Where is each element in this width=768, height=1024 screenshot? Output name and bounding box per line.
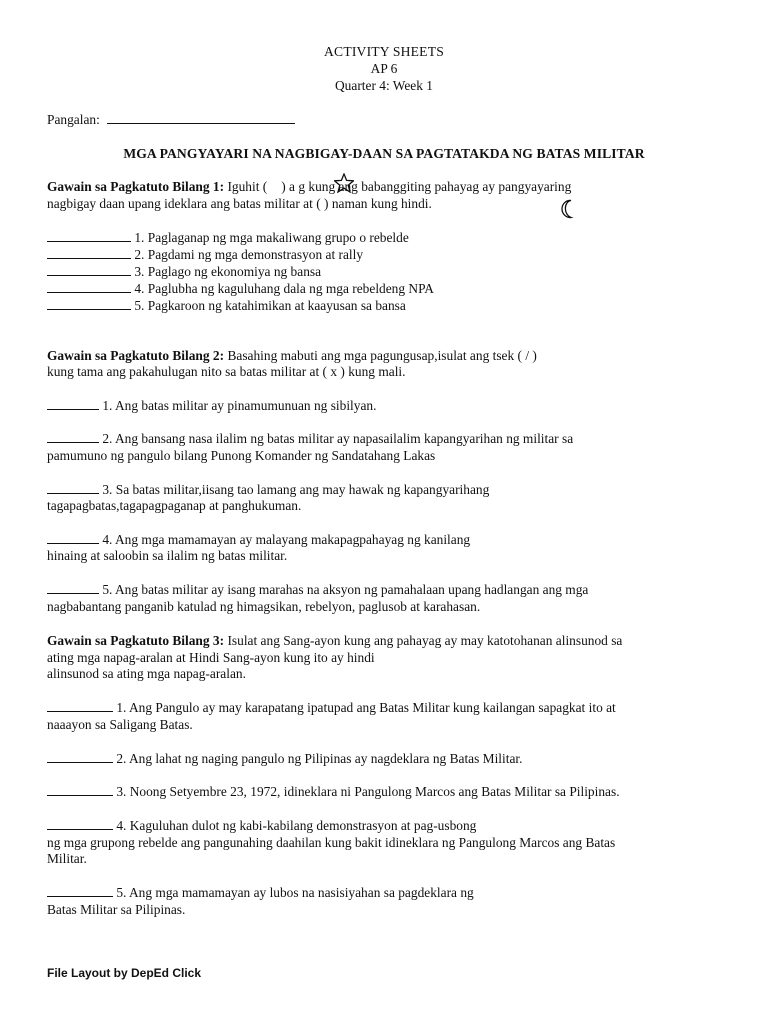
name-field [47,111,295,128]
answer-blank [47,884,113,897]
activity3-item-text: 5. Ang mga mamamayan ay lubos na nasisiyahan sa pagdeklara ng [116,885,474,900]
activity1-instruction-a: Iguhit ( [227,179,268,194]
activity1-instruction-line2: nagbigay daan upang ideklara ang batas militar at ( ) naman kung hindi. [47,196,432,211]
activity1-instruction-line1 [47,178,571,195]
answer-blank [47,699,113,712]
activity1-item [47,263,321,280]
activity3-item [47,750,522,767]
activity3-item-continuation: ng mga grupong rebelde ang pangunahing daahilan kung bakit idineklara ng Pangulong Marcos ang Batas [47,835,616,850]
activity1-item [47,297,406,314]
activity3-item [47,884,474,901]
name-blank [107,111,295,124]
activity1-item-text: 4. Paglubha ng kaguluhang dala ng mga rebeldeng NPA [134,281,434,296]
activity2-item-continuation: hinaing at saloobin sa ilalim ng batas militar. [47,548,288,563]
activity3-item-text: 4. Kaguluhan dulot ng kabi-kabilang demonstrasyon at pag-usbong [116,818,477,833]
activity2-instruction-line1 [47,347,537,364]
activity2-item [47,581,588,598]
activity3-item-continuation: Militar. [47,851,87,866]
sheet-subject: AP 6 [370,61,398,76]
activity3-item-text: 3. Noong Setyembre 23, 1972, idineklara ni Pangulong Marcos ang Batas Militar sa Pilipinas. [116,784,620,799]
activity2-item-text: 4. Ang mga mamamayan ay malayang makapagpahayag ng kanilang [102,532,471,547]
crescent-moon-icon [560,199,576,219]
answer-blank [47,280,131,293]
activity2-item [47,430,573,447]
activity2-item-continuation: pamumuno ng pangulo bilang Punong Komander ng Sandatahang Lakas [47,448,436,463]
activity1-instruction-b: ) a g kung ang babanggiting pahayag ay pangyayaring [281,179,572,194]
sheet-title: ACTIVITY SHEETS [324,44,444,59]
answer-blank [47,397,99,410]
activity1-item [47,246,363,263]
activity2-item-continuation: tagapagbatas,tagapagpaganap at panghukuman. [47,498,302,513]
activity3-item [47,817,476,834]
activity1-item [47,280,434,297]
footer-credit: File Layout by DepEd Click [47,966,202,980]
activity2-item [47,481,489,498]
activity2-label: Gawain sa Pagkatuto Bilang 2: [47,348,225,363]
activity2-item-text: 2. Ang bansang nasa ilalim ng batas militar ay napasailalim kapangyarihan ng militar sa [102,431,574,446]
answer-blank [47,430,99,443]
answer-blank [47,581,99,594]
activity3-item [47,699,616,716]
activity3-instruction-line1 [47,632,622,649]
answer-blank [47,783,113,796]
activity3-item-continuation: Batas Militar sa Pilipinas. [47,902,186,917]
name-label: Pangalan: [47,112,100,127]
activity1-item-text: 5. Pagkaroon ng katahimikan at kaayusan sa bansa [134,298,406,313]
activity2-instruction: Basahing mabuti ang mga pagungusap,isulat ang tsek ( / ) [227,348,537,363]
activity1-item-text: 1. Paglaganap ng mga makaliwang grupo o rebelde [134,230,409,245]
activity3-item-text: 2. Ang lahat ng naging pangulo ng Pilipinas ay nagdeklara ng Batas Militar. [116,751,523,766]
activity2-item-text: 3. Sa batas militar,iisang tao lamang ang may hawak ng kapangyarihang [102,482,490,497]
activity2-instruction-line2: kung tama ang pakahulugan nito sa batas militar at ( x ) kung mali. [47,364,406,379]
activity2-item-text: 5. Ang batas militar ay isang marahas na aksyon ng pamahalaan upang hadlangan ang mga [102,582,589,597]
activity1-item-text: 3. Paglago ng ekonomiya ng bansa [134,264,322,279]
main-heading: MGA PANGYAYARI NA NAGBIGAY-DAAN SA PAGTATAKDA NG BATAS MILITAR [123,146,645,161]
activity3-item-text: 1. Ang Pangulo ay may karapatang ipatupad ang Batas Militar kung kailangan sapagkat ito at [116,700,616,715]
answer-blank [47,246,131,259]
activity2-item-continuation: nagbabantang panganib katulad ng himagsikan, rebelyon, paglusob at karahasan. [47,599,481,614]
answer-blank [47,229,131,242]
answer-blank [47,297,131,310]
activity3-item [47,783,620,800]
activity3-label: Gawain sa Pagkatuto Bilang 3: [47,633,225,648]
star-icon [334,173,354,193]
activity1-label: Gawain sa Pagkatuto Bilang 1: [47,179,225,194]
answer-blank [47,750,113,763]
activity2-item [47,397,376,414]
activity2-item [47,531,470,548]
activity1-item [47,229,409,246]
answer-blank [47,817,113,830]
answer-blank [47,531,99,544]
activity3-item-continuation: naaayon sa Saligang Batas. [47,717,193,732]
sheet-period: Quarter 4: Week 1 [335,78,433,93]
activity3-instruction-line2: ating mga napag-aralan at Hindi Sang-ayon kung ito ay hindi [47,650,375,665]
activity3-instruction-line3: alinsunod sa ating mga napag-aralan. [47,666,246,681]
answer-blank [47,481,99,494]
activity3-instruction: Isulat ang Sang-ayon kung ang pahayag ay may katotohanan alinsunod sa [227,633,623,648]
activity1-item-text: 2. Pagdami ng mga demonstrasyon at rally [134,247,364,262]
activity2-item-text: 1. Ang batas militar ay pinamumunuan ng sibilyan. [102,398,377,413]
answer-blank [47,263,131,276]
